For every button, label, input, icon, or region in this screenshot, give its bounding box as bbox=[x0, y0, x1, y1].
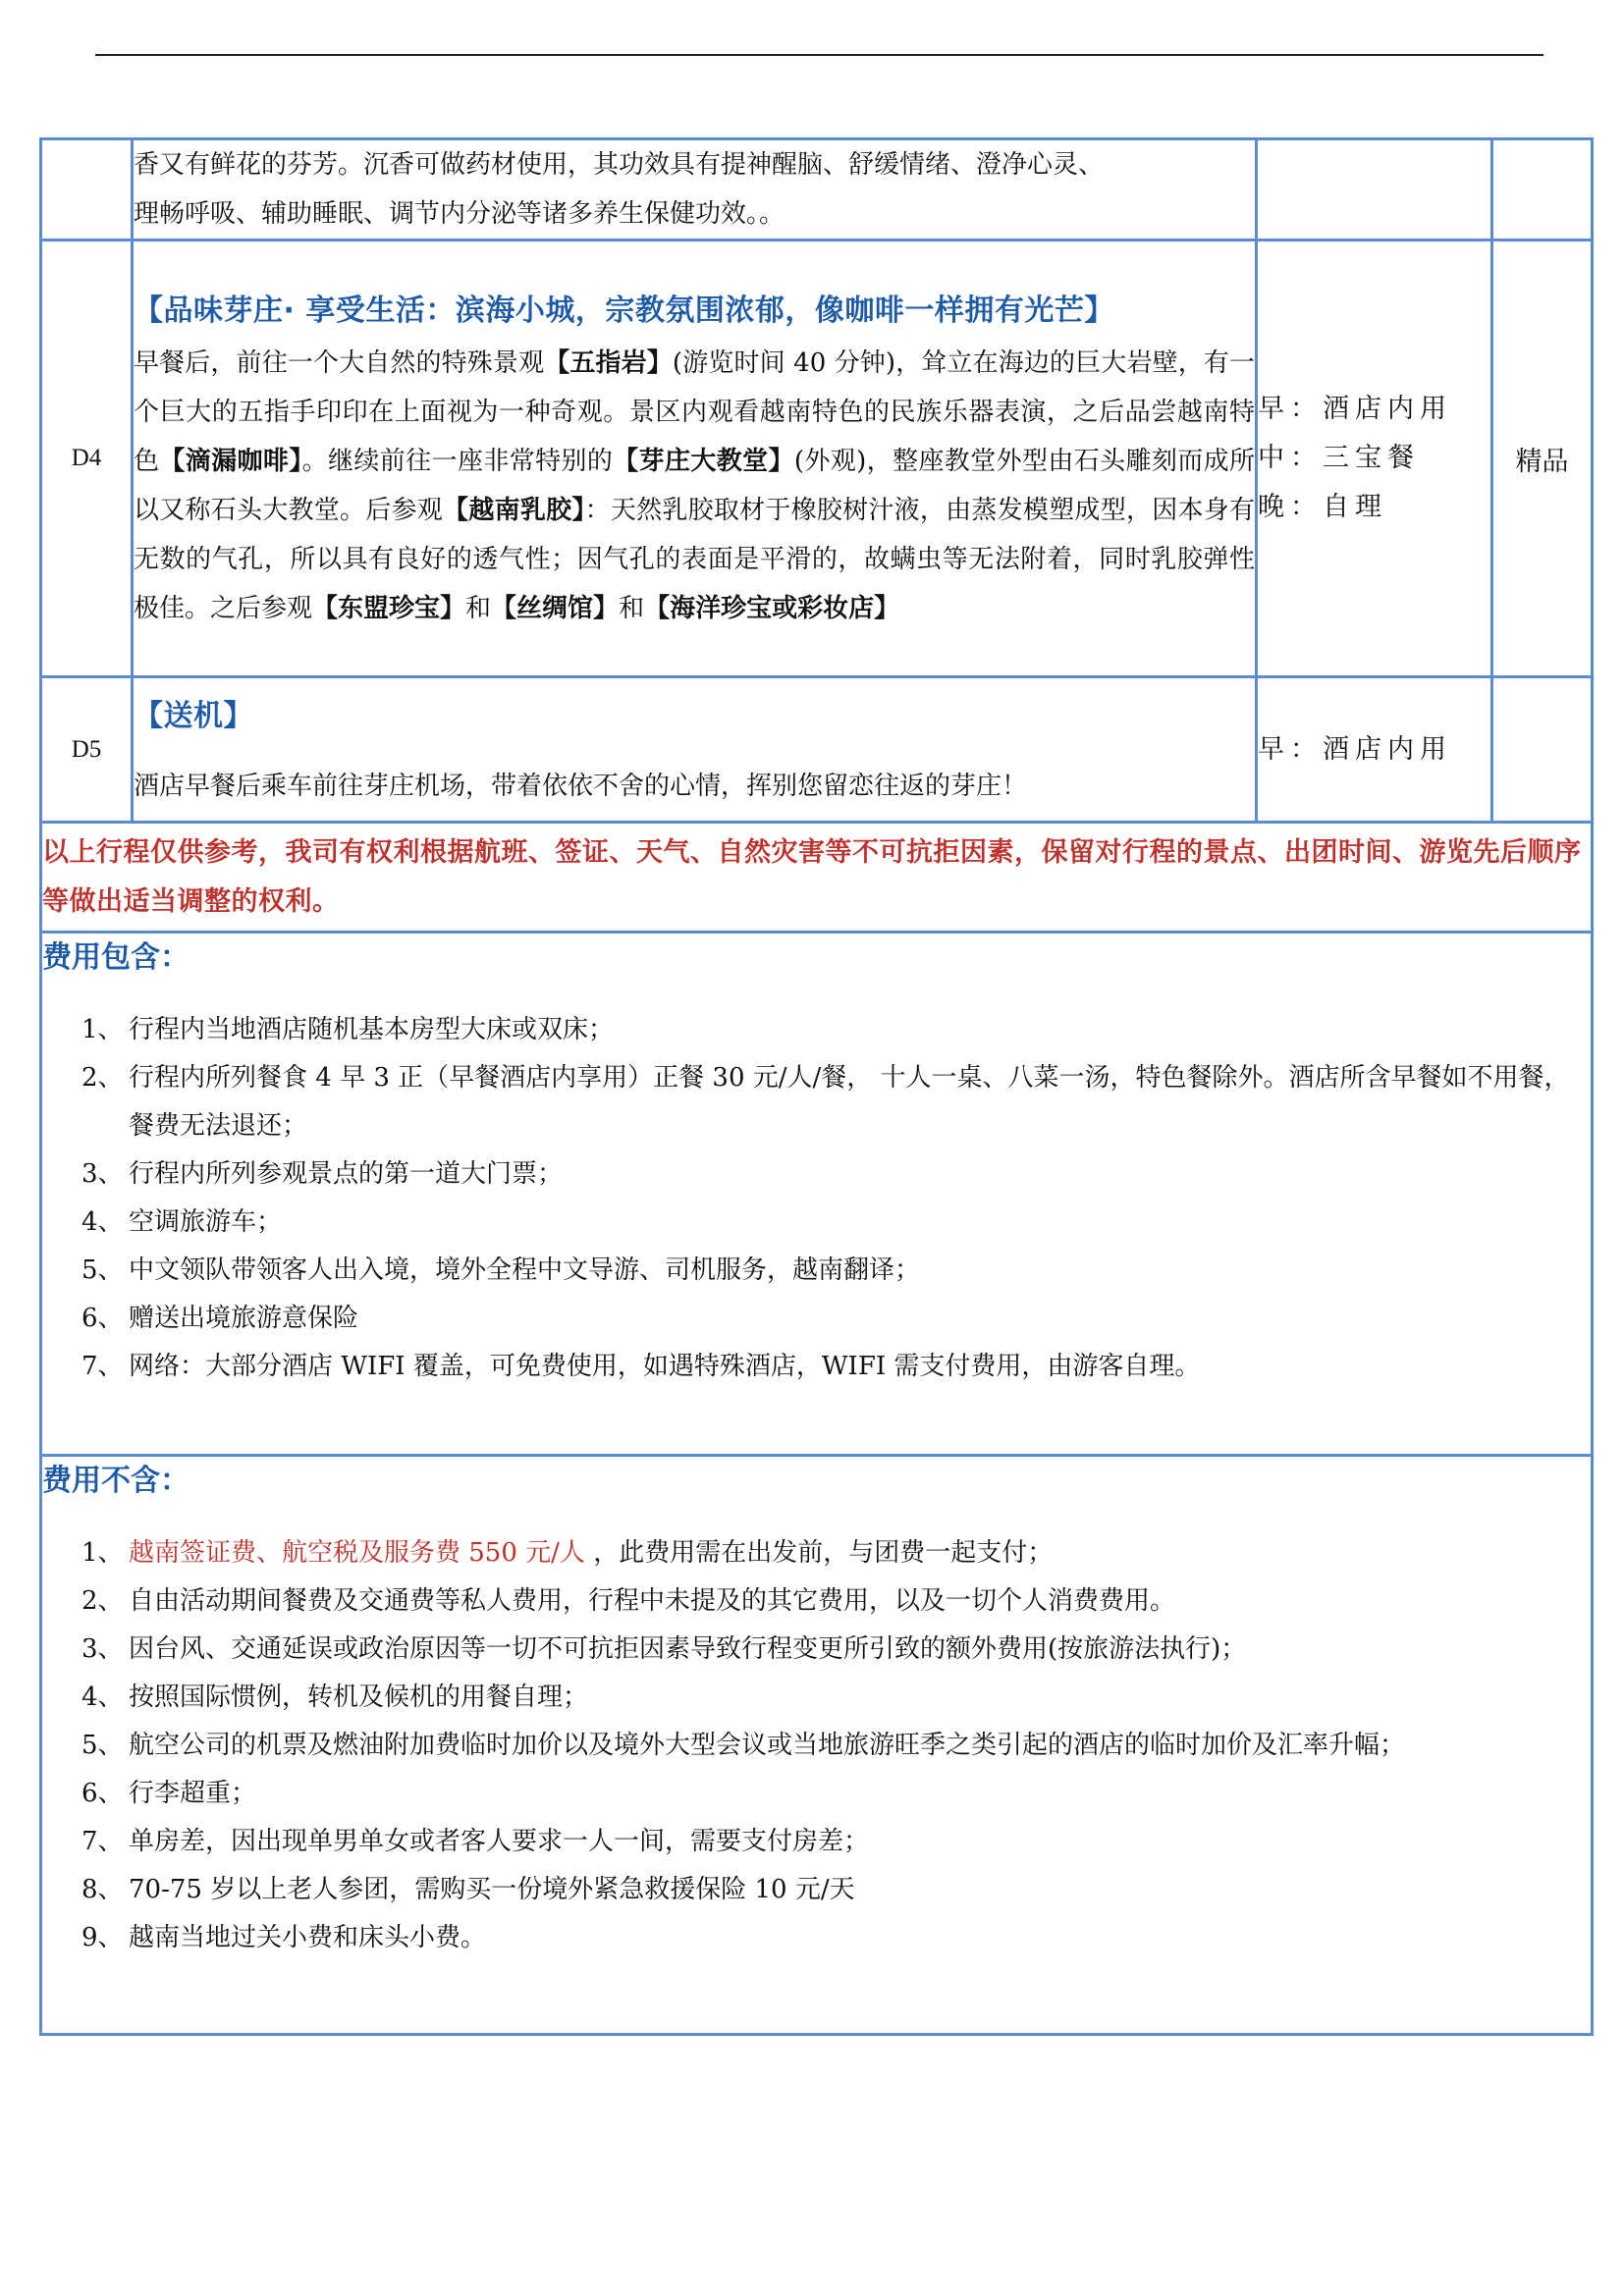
section-title: 费用不含： bbox=[42, 1464, 189, 1498]
meals-cell bbox=[1257, 677, 1492, 823]
item-number: 4、 bbox=[81, 1207, 124, 1237]
item-number: 5、 bbox=[81, 1255, 124, 1285]
item-number: 6、 bbox=[81, 1304, 124, 1333]
list-item bbox=[81, 1150, 1591, 1199]
day-title: 【品味芽庄· 享受生活：滨海小城，宗教氛围浓郁，像咖啡一样拥有光芒】 bbox=[134, 294, 1114, 328]
list-item bbox=[81, 1006, 1591, 1054]
list-item bbox=[81, 1626, 1591, 1674]
header-rule bbox=[95, 54, 1543, 56]
continuation-line: 香又有鲜花的芬芳。沉香可做药材使用，其功效具有提神醒脑、舒缓情绪、澄净心灵、 bbox=[134, 150, 1105, 180]
item-number: 3、 bbox=[81, 1634, 124, 1664]
list-item bbox=[81, 1343, 1591, 1391]
itinerary-table bbox=[39, 137, 1594, 2036]
description-text: 和 bbox=[619, 594, 645, 623]
continuation-cell bbox=[133, 139, 1257, 240]
grade-cell-empty bbox=[1492, 677, 1593, 823]
item-text: 越南当地过关小费和床头小费。 bbox=[129, 1923, 487, 1952]
item-text: 行李超重； bbox=[129, 1779, 257, 1808]
description-text: 。继续前往一座非常特别的 bbox=[301, 447, 614, 476]
item-number: 7、 bbox=[81, 1352, 124, 1381]
list-item bbox=[81, 1577, 1591, 1626]
meals-cell bbox=[1257, 240, 1492, 677]
day-title: 【送机】 bbox=[134, 698, 253, 733]
attraction-name: 【五指岩】 bbox=[544, 348, 673, 378]
item-number: 2、 bbox=[81, 1586, 124, 1616]
list-item bbox=[81, 1199, 1591, 1247]
item-text: 自由活动期间餐费及交通费等私人费用，行程中未提及的其它费用，以及一切个人消费费用。 bbox=[129, 1586, 1176, 1616]
description-text: ：天然乳胶取材于橡胶树汁液，由蒸发模塑成型，因本身有无数的气孔，所以具有良好的透气性；因气孔的表面是平滑的，故螨虫等无法附着，同时乳胶弹性极佳。之后参观 bbox=[134, 496, 1255, 623]
fee-excluded-section bbox=[41, 1456, 1593, 2035]
itinerary-notice: 以上行程仅供参考，我司有权利根据航班、签证、天气、自然灾害等不可抗拒因素，保留对行程的景点、出团时间、游览先后顺序等做出适当调整的权利。 bbox=[42, 836, 1582, 917]
item-text: ，此费用需在出发前，与团费一起支付； bbox=[593, 1538, 1054, 1568]
item-text: 空调旅游车； bbox=[129, 1207, 283, 1237]
item-number: 2、 bbox=[81, 1063, 124, 1093]
day-description: 酒店早餐后乘车前往芽庄机场，带着依依不舍的心情，挥别您留恋往返的芽庄！ bbox=[134, 771, 1028, 801]
meal-lunch: 中：三宝餐 bbox=[1258, 443, 1420, 473]
notice-cell bbox=[41, 823, 1593, 933]
day-label: D4 bbox=[41, 240, 133, 677]
day-content bbox=[133, 240, 1257, 677]
description-text: (游览时间 40 分钟)，耸立在海边的巨大岩壁，有一个巨大的五指手印印在上面视为一种奇观。景区内观看越南特色的民族乐器表演，之后品尝越南特色 bbox=[134, 348, 1255, 476]
list-item bbox=[81, 1295, 1591, 1343]
meal-breakfast: 早：酒店内用 bbox=[1258, 394, 1452, 424]
item-number: 3、 bbox=[81, 1159, 124, 1189]
fee-included-row bbox=[41, 933, 1593, 1456]
list-item bbox=[81, 1914, 1591, 1962]
item-text: 网络：大部分酒店 WIFI 覆盖，可免费使用，如遇特殊酒店，WIFI 需支付费用，由游客自理。 bbox=[129, 1352, 1201, 1381]
day-row-d4 bbox=[41, 240, 1593, 677]
item-text: 单房差，因出现单男单女或者客人要求一人一间，需要支付房差； bbox=[129, 1827, 870, 1856]
item-text: 按照国际惯例，转机及候机的用餐自理； bbox=[129, 1682, 589, 1712]
visa-fee-highlight: 越南签证费、航空税及服务费 550 元/人 bbox=[129, 1538, 594, 1568]
description-text: 和 bbox=[465, 594, 492, 623]
attraction-name: 【芽庄大教堂】 bbox=[613, 447, 794, 476]
continuation-line: 理畅呼吸、辅助睡眠、调节内分泌等诸多养生保健功效。。 bbox=[134, 199, 785, 229]
list-item bbox=[81, 1722, 1591, 1770]
item-text: 中文领队带领客人出入境，境外全程中文导游、司机服务，越南翻译； bbox=[129, 1255, 921, 1285]
description-text: (外观)，整座教堂外型由石头雕刻而成所以又称石头大教堂。后参观 bbox=[134, 447, 1255, 525]
day-row-d5 bbox=[41, 677, 1593, 823]
notice-row bbox=[41, 823, 1593, 933]
grade-cell-empty bbox=[1492, 139, 1593, 240]
attraction-name: 【滴漏咖啡】 bbox=[159, 447, 302, 476]
list-item bbox=[81, 1674, 1591, 1722]
item-number: 7、 bbox=[81, 1827, 124, 1856]
attraction-name: 【东盟珍宝】 bbox=[312, 594, 466, 623]
fee-included-section bbox=[41, 933, 1593, 1456]
day-content bbox=[133, 677, 1257, 823]
attraction-name: 【越南乳胶】 bbox=[443, 496, 585, 525]
day-description bbox=[134, 339, 1255, 633]
fee-excluded-list bbox=[42, 1529, 1591, 1962]
description-text: 早餐后，前往一个大自然的特殊景观 bbox=[134, 348, 545, 378]
list-item bbox=[81, 1529, 1591, 1577]
meal-dinner: 晚：自理 bbox=[1258, 492, 1387, 522]
meal-breakfast: 早：酒店内用 bbox=[1258, 733, 1452, 765]
attraction-name: 【海洋珍宝或彩妆店】 bbox=[644, 594, 900, 623]
item-text: 70-75 岁以上老人参团，需购买一份境外紧急救援保险 10 元/天 bbox=[129, 1875, 855, 1904]
section-title: 费用包含： bbox=[42, 940, 189, 975]
item-text: 行程内所列参观景点的第一道大门票； bbox=[129, 1159, 564, 1189]
list-item bbox=[81, 1247, 1591, 1295]
list-item bbox=[81, 1818, 1591, 1866]
fee-excluded-row bbox=[41, 1456, 1593, 2035]
day-cell-empty bbox=[41, 139, 133, 240]
item-number: 4、 bbox=[81, 1682, 124, 1712]
item-text: 行程内当地酒店随机基本房型大床或双床； bbox=[129, 1015, 615, 1044]
item-number: 1、 bbox=[81, 1015, 124, 1044]
continuation-row bbox=[41, 139, 1593, 240]
item-text: 航空公司的机票及燃油附加费临时加价以及境外大型会议或当地旅游旺季之类引起的酒店的临时加价及汇率升幅； bbox=[129, 1731, 1406, 1760]
list-item bbox=[81, 1866, 1591, 1914]
item-text: 因台风、交通延误或政治原因等一切不可抗拒因素导致行程变更所引致的额外费用(按旅游法执行)； bbox=[129, 1634, 1247, 1664]
hotel-grade: 精品 bbox=[1492, 240, 1593, 677]
item-number: 1、 bbox=[81, 1538, 124, 1568]
list-item bbox=[81, 1770, 1591, 1818]
item-text: 赠送出境旅游意保险 bbox=[129, 1304, 359, 1333]
day-label: D5 bbox=[41, 677, 133, 823]
attraction-name: 【丝绸馆】 bbox=[491, 594, 620, 623]
item-number: 5、 bbox=[81, 1731, 124, 1760]
item-number: 9、 bbox=[81, 1923, 124, 1952]
meals-cell-empty bbox=[1257, 139, 1492, 240]
fee-included-list bbox=[42, 1006, 1591, 1391]
item-text: 行程内所列餐食 4 早 3 正（早餐酒店内享用）正餐 30 元/人/餐， 十人一桌、八菜一汤，特色餐除外。酒店所含早餐如不用餐，餐费无法退还； bbox=[129, 1063, 1570, 1141]
item-number: 6、 bbox=[81, 1779, 124, 1808]
list-item bbox=[81, 1054, 1591, 1150]
item-number: 8、 bbox=[81, 1875, 124, 1904]
